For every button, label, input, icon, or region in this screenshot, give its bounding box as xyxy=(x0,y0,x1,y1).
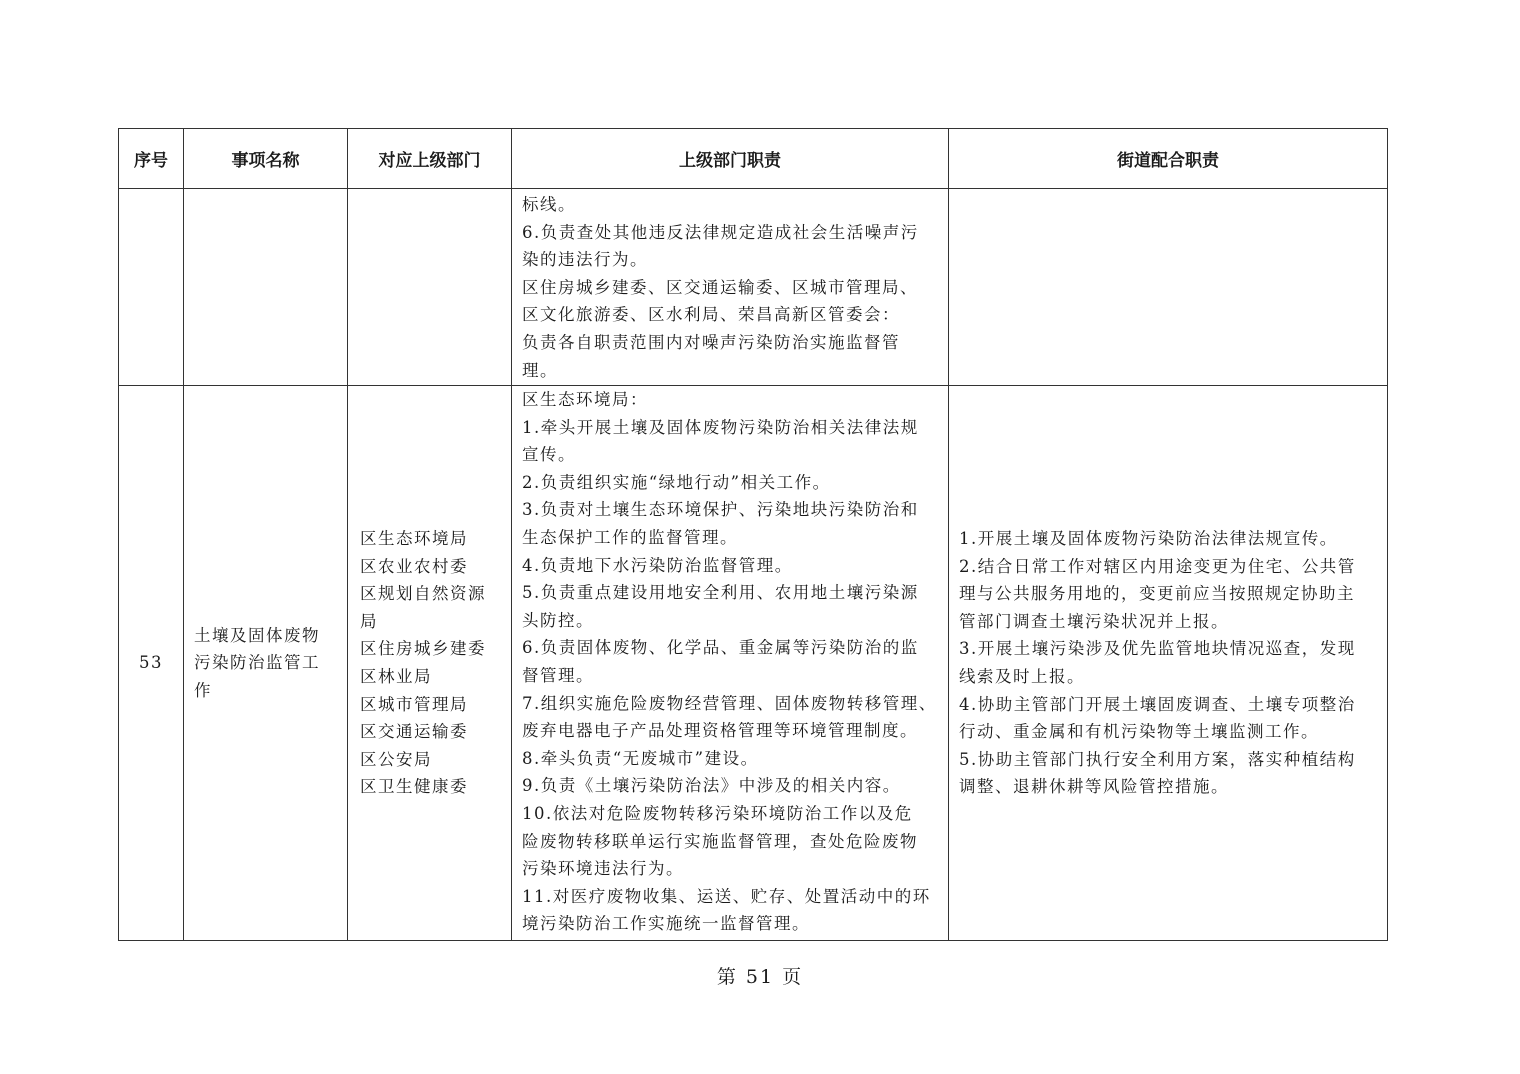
street-duty-line: 2.结合日常工作对辖区内用途变更为住宅、公共管 xyxy=(959,556,1356,576)
department-line: 区生态环境局 xyxy=(360,529,468,549)
department-line: 局 xyxy=(360,611,378,631)
duty-line: 6.负责固体废物、化学品、重金属等污染防治的监 xyxy=(522,638,919,658)
duty-line: 1.牵头开展土壤及固体废物污染防治相关法律法规 xyxy=(522,417,919,437)
street-duties-cell xyxy=(949,189,1388,386)
page-number: 51 xyxy=(745,966,775,988)
street-duty-line: 4.协助主管部门开展土壤固废调查、土壤专项整治 xyxy=(959,694,1356,714)
department-line: 区公安局 xyxy=(360,749,432,769)
item-name-cell: 土壤及固体废物污染防治监管工作 xyxy=(184,386,348,941)
duty-line: 11.对医疗废物收集、运送、贮存、处置活动中的环 xyxy=(522,886,931,906)
duty-line: 标线。 xyxy=(522,195,576,214)
street-duty-line: 管部门调查土壤污染状况并上报。 xyxy=(959,611,1229,631)
street-duty-line: 1.开展土壤及固体废物污染防治法律法规宣传。 xyxy=(959,529,1338,549)
table-header-row xyxy=(119,129,1388,189)
department-line: 区住房城乡建委 xyxy=(360,639,486,659)
duty-line: 8.牵头负责“无废城市”建设。 xyxy=(522,748,759,768)
duty-line: 染的违法行为。 xyxy=(522,250,648,270)
street-duty-line: 调整、退耕休耕等风险管控措施。 xyxy=(959,777,1229,797)
table-row xyxy=(119,386,1388,941)
duty-line: 生态保护工作的监督管理。 xyxy=(522,527,738,547)
department-line: 区林业局 xyxy=(360,667,432,686)
responsibility-table xyxy=(118,128,1388,941)
duty-line: 9.负责《土壤污染防治法》中涉及的相关内容。 xyxy=(522,776,901,796)
duty-line: 负责各自职责范围内对噪声污染防治实施监督管 xyxy=(522,332,900,352)
street-duty-line: 线索及时上报。 xyxy=(959,667,1085,686)
street-duties-cell xyxy=(949,386,1388,941)
duty-line: 区文化旅游委、区水利局、荣昌高新区管委会： xyxy=(522,305,900,325)
header-superior-department: 对应上级部门 xyxy=(348,129,512,189)
duty-line: 6.负责查处其他违反法律规定造成社会生活噪声污 xyxy=(522,222,919,242)
duty-line: 2.负责组织实施“绿地行动”相关工作。 xyxy=(522,472,831,492)
item-name-cell xyxy=(184,189,348,386)
street-duty-line: 行动、重金属和有机污染物等土壤监测工作。 xyxy=(959,722,1319,742)
serial-number-cell xyxy=(119,189,184,386)
department-line: 区城市管理局 xyxy=(360,694,468,714)
duty-line: 废弃电器电子产品处理资格管理等环境管理制度。 xyxy=(522,721,918,741)
department-line: 区交通运输委 xyxy=(360,722,468,742)
department-line: 区规划自然资源 xyxy=(360,584,486,604)
duty-line: 督管理。 xyxy=(522,665,594,685)
header-superior-duties: 上级部门职责 xyxy=(512,129,949,189)
duty-line: 4.负责地下水污染防治监督管理。 xyxy=(522,555,793,575)
department-line: 区农业农村委 xyxy=(360,556,468,576)
department-line: 区卫生健康委 xyxy=(360,777,468,797)
duty-line: 区生态环境局： xyxy=(522,390,648,409)
page-prefix: 第 xyxy=(716,966,738,988)
department-cell xyxy=(348,386,512,941)
superior-duties-cell xyxy=(512,189,949,386)
department-cell xyxy=(348,189,512,386)
table-row xyxy=(119,189,1388,386)
street-duty-line: 3.开展土壤污染涉及优先监管地块情况巡查，发现 xyxy=(959,639,1356,659)
page-suffix: 页 xyxy=(782,966,804,988)
duty-line: 境污染防治工作实施统一监督管理。 xyxy=(522,914,810,934)
header-item-name: 事项名称 xyxy=(184,129,348,189)
street-duty-line: 5.协助主管部门执行安全利用方案，落实种植结构 xyxy=(959,749,1356,769)
duty-line: 3.负责对土壤生态环境保护、污染地块污染防治和 xyxy=(522,500,919,520)
duty-line: 险废物转移联单运行实施监督管理，查处危险废物 xyxy=(522,831,918,851)
duty-line: 理。 xyxy=(522,360,558,380)
duty-line: 污染环境违法行为。 xyxy=(522,859,684,879)
header-street-duties: 街道配合职责 xyxy=(949,129,1388,189)
page-footer xyxy=(0,962,1520,989)
duty-line: 5.负责重点建设用地安全利用、农用地土壤污染源 xyxy=(522,583,919,603)
superior-duties-cell xyxy=(512,386,949,941)
duty-line: 宣传。 xyxy=(522,445,576,465)
duty-line: 头防控。 xyxy=(522,610,594,630)
duty-line: 10.依法对危险废物转移污染环境防治工作以及危 xyxy=(522,803,913,823)
duty-line: 区住房城乡建委、区交通运输委、区城市管理局、 xyxy=(522,277,918,297)
duty-line: 7.组织实施危险废物经营管理、固体废物转移管理、 xyxy=(522,693,937,713)
header-serial-number: 序号 xyxy=(119,129,184,189)
serial-number-cell: 53 xyxy=(119,386,184,941)
street-duty-line: 理与公共服务用地的，变更前应当按照规定协助主 xyxy=(959,584,1355,604)
